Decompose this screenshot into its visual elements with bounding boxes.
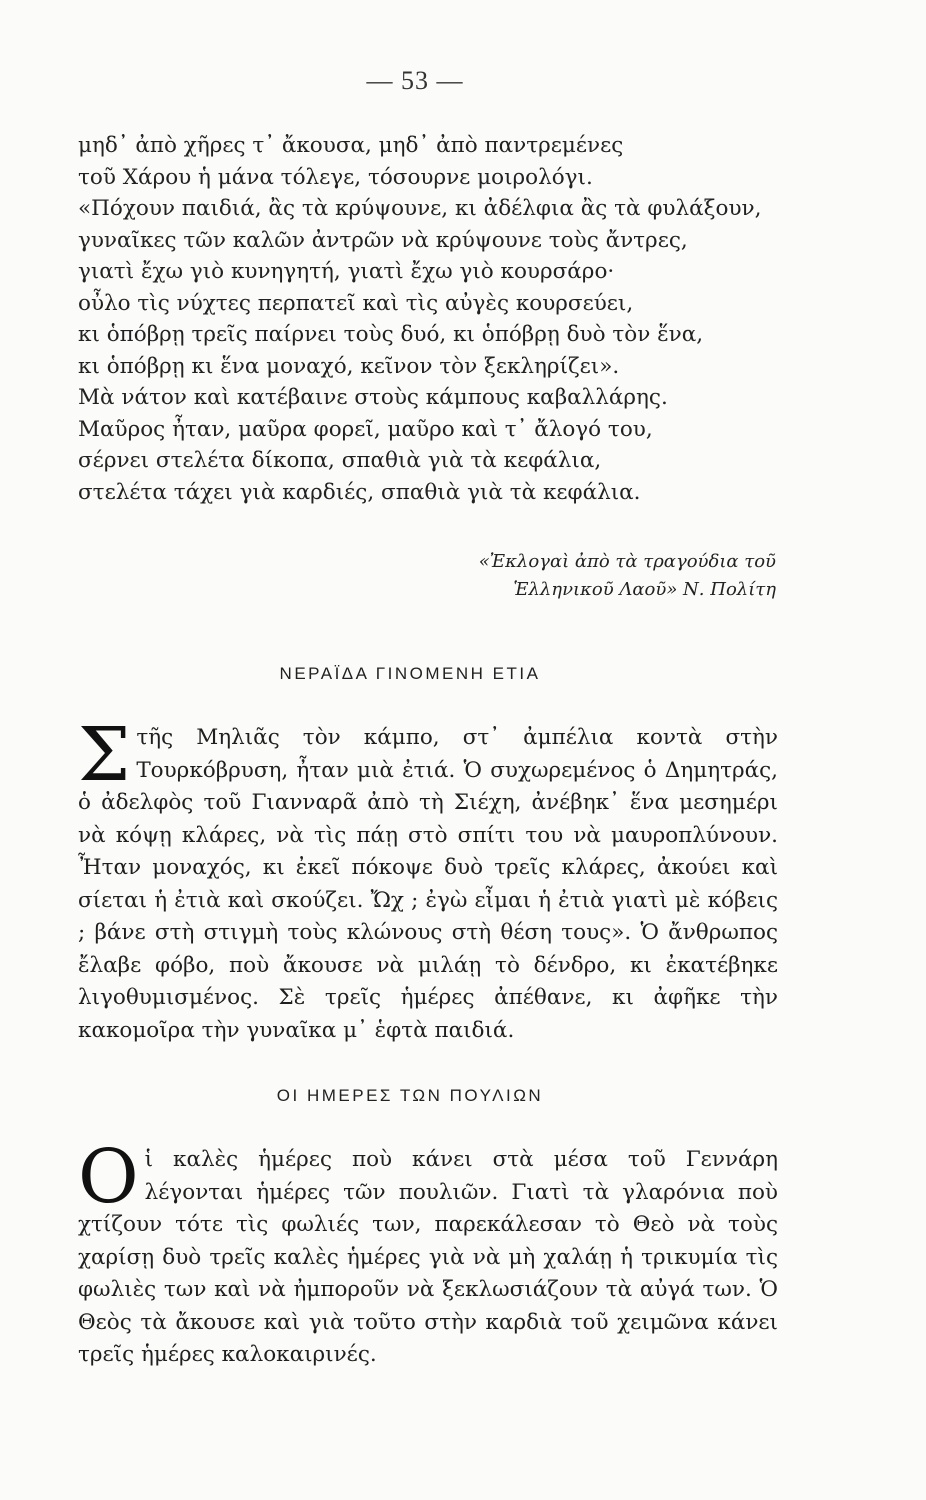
section-title-neraida: ΝΕΡΑΪΔΑ ΓΙΝΟΜΕΝΗ ΕΤΙΑ	[279, 664, 541, 683]
paragraph: ἱ καλὲς ἡμέρες ποὺ κάνει στὰ μέσα τοῦ Γεννάρη λέγονται ἡμέρες τῶν πουλιῶν. Γιατὶ τὰ γλαρόνια ποὺ χτίζουν τότε τὶς φωλιές των, παρεκάλεσαν τὸ Θεὸ νὰ τοὺς χαρίσῃ δυὸ τρεῖς καλὲς ἡμέρες γιὰ νὰ μὴ χαλάῃ ἡ τρικυμία τὶς φωλιὲς των καὶ νὰ ἠμποροῦν νὰ ξεκλωσιάζουν τὰ αὐγά των. Ὁ Θεὸς τὰ ἄκουσε καὶ γιὰ τοῦτο στὴν καρδιὰ τοῦ χειμῶνα κάνει τρεῖς ἡμέρες καλοκαιρινές.	[78, 1147, 778, 1367]
drop-cap: Ο	[78, 1134, 139, 1220]
poem-line: κι ὁπόβρῃ τρεῖς παίρνει τοὺς δυό, κι ὁπόβρῃ δυὸ τὸν ἕνα,	[78, 322, 704, 347]
poem-line: τοῦ Χάρου ἡ μάνα τόλεγε, τόσουρνε μοιρολόγι.	[78, 164, 593, 190]
poem-line: σέρνει στελέτα δίκοπα, σπαθιὰ γιὰ τὰ κεφάλια,	[78, 448, 602, 473]
poem-line: γιατὶ ἔχω γιὸ κυνηγητή, γιατὶ ἔχω γιὸ κουρσάρο·	[78, 259, 615, 284]
poem-line: Μὰ νάτον καὶ κατέβαινε στοὺς κάμπους καβαλλάρης.	[78, 385, 668, 410]
attribution-line: Ἑλληνικοῦ Λαοῦ» Ν. Πολίτη	[513, 579, 776, 600]
drop-cap: Σ	[78, 712, 131, 798]
poem-line: στελέτα τάχει γιὰ καρδιές, σπαθιὰ γιὰ τὰ κεφάλια.	[78, 479, 641, 505]
paragraph: τῆς Μηλιᾶς τὸν κάμπο, στ᾽ ἀμπέλια κοντὰ στὴν Τουρκόβρυση, ἦταν μιὰ ἐτιά. Ὁ συχωρεμένος ὁ Δημητράς, ὁ ἀδελφὸς τοῦ Γιανναρᾶ ἀπὸ τὴ Σιέχη, ἀνέβηκ᾽ ἕνα μεσημέρι νὰ κόψῃ κλάρες, νὰ τὶς πάῃ στὸ σπίτι του νὰ μαυροπλύνουν. Ἦταν μοναχός, κι ἐκεῖ πόκοψε δυὸ τρεῖς κλάρες, ἀκούει καὶ σίεται ἡ ἐτιὰ καὶ σκούζει. Ὤχ ; ἐγὼ εἶμαι ἡ ἐτιὰ γιατὶ μὲ κόβεις ; βάνε στὴ στιγμὴ τοὺς κλώνους στὴ θέση τους». Ὁ ἄνθρωπος ἔλαβε φόβο, ποὺ ἄκουσε νὰ μιλάῃ τὸ δένδρο, κι ἐκατέβηκε λιγοθυμισμένος. Σὲ τρεῖς ἡμέρες ἀπέθανε, κι ἀφῆκε τὴν κακομοῖρα τὴν γυναῖκα μ᾽ ἑφτὰ παιδιά.	[78, 725, 778, 1043]
poem-line: οὖλο τὶς νύχτες περπατεῖ καὶ τὶς αὐγὲς κουρσεύει,	[78, 290, 634, 316]
page-number: — 53 —	[366, 66, 464, 95]
section-text-neraida	[78, 712, 778, 1047]
section-title-pouliwn: ΟΙ ΗΜΕΡΕΣ ΤΩΝ ΠΟΥΛΙΩΝ	[276, 1086, 544, 1105]
poem-attribution	[479, 548, 776, 604]
attribution-line: «Ἐκλογαὶ ἀπὸ τὰ τραγούδια τοῦ	[478, 551, 776, 572]
poem-line: γυναῖκες τῶν καλῶν ἀντρῶν νὰ κρύψουνε τοὺς ἄντρες,	[78, 227, 688, 253]
poem-line: Μαῦρος ἦταν, μαῦρα φορεῖ, μαῦρο καὶ τ᾽ ἄλογό του,	[78, 416, 653, 442]
poem-line: «Πόχουν παιδιά, ἂς τὰ κρύψουνε, κι ἀδέλφια ἂς τὰ φυλάξουν,	[78, 196, 762, 221]
poem-line: κι ὁπόβρῃ κι ἕνα μοναχό, κεῖνον τὸν ξεκληρίζει».	[78, 353, 620, 379]
section-text-pouliwn	[78, 1134, 778, 1372]
poem-line: μηδ᾽ ἀπὸ χῆρες τ᾽ ἄκουσα, μηδ᾽ ἀπὸ παντρεμένες	[78, 133, 624, 158]
poem	[78, 130, 798, 508]
